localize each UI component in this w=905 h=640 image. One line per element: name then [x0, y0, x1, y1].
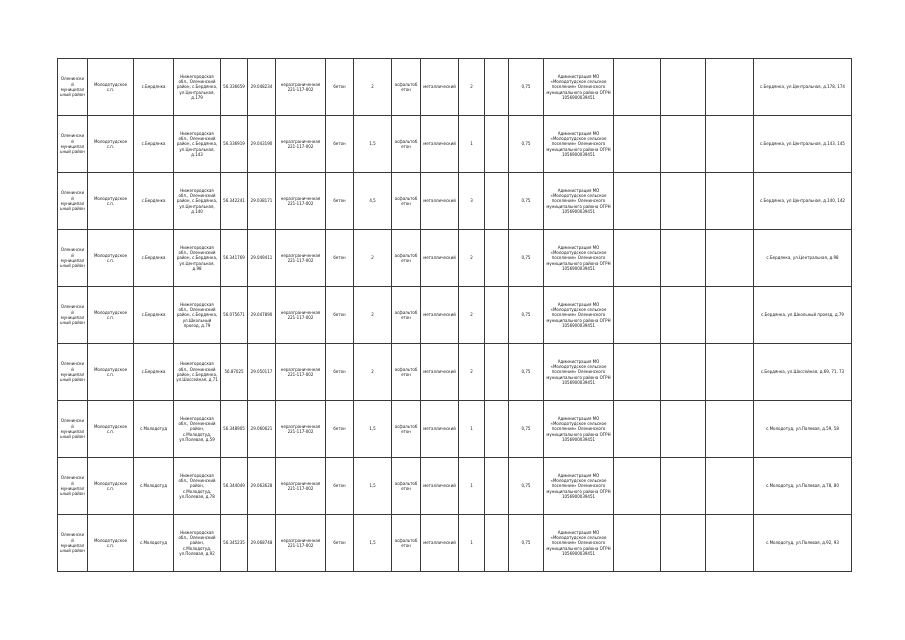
empty-cell	[485, 344, 509, 401]
district-cell: Оленинский муниципальный район	[58, 173, 88, 230]
address-cell: Нижегородская обл., Оленинский район, с.Молодотуд, ул.Полевая, д.59	[174, 401, 221, 458]
longitude-cell: 29.063628	[248, 458, 276, 515]
district-cell: Оленинский муниципальный район	[58, 59, 88, 116]
owner-cell: Администрация МО «Молодотудское сельское поселение» Оленинского муниципального района ОГРН 1056900039451	[544, 173, 614, 230]
longitude-cell: 29.049411	[248, 230, 276, 287]
empty-cell	[485, 287, 509, 344]
empty-cell	[706, 230, 754, 287]
latitude-cell: 56.341769	[221, 230, 248, 287]
waste-sources-cell: с.Бердянка, ул.Центральная, д.140, 142	[754, 173, 852, 230]
district-cell: Оленинский муниципальный район	[58, 458, 88, 515]
village-cell: с.Бердянка	[134, 287, 174, 344]
table-row	[58, 116, 852, 173]
longitude-cell: 29.060621	[248, 401, 276, 458]
village-cell: с.Бердянка	[134, 116, 174, 173]
table-row	[58, 401, 852, 458]
base-cell: асфальтобетон	[392, 230, 421, 287]
settlement-cell: Молодотудское с.п.	[88, 230, 134, 287]
fence-cell: металлический	[421, 401, 459, 458]
container-volume-cell: 0,75	[509, 59, 544, 116]
empty-cell	[614, 287, 661, 344]
village-cell: с.Молодотуд	[134, 458, 174, 515]
owner-cell: Администрация МО «Молодотудское сельское поселение» Оленинского муниципального района ОГРН 1056900039451	[544, 401, 614, 458]
table-row	[58, 287, 852, 344]
waste-sites-table	[57, 58, 852, 572]
district-cell: Оленинский муниципальный район	[58, 116, 88, 173]
empty-cell	[661, 458, 706, 515]
base-cell: асфальтобетон	[392, 458, 421, 515]
village-cell: с.Бердянка	[134, 230, 174, 287]
cadastre-cell: неразграниченная 221-117-002	[276, 230, 326, 287]
table-row	[58, 458, 852, 515]
empty-cell	[485, 230, 509, 287]
empty-cell	[614, 344, 661, 401]
area-cell: 1,5	[354, 515, 392, 572]
base-cell: асфальтобетон	[392, 116, 421, 173]
fence-cell: металлический	[421, 59, 459, 116]
address-cell: Нижегородская обл., Оленинский район, с.Бердянка, ул.Шоссейная, д.71	[174, 344, 221, 401]
area-cell: 1,5	[354, 458, 392, 515]
waste-sources-cell: с.Молодотуд, ул.Полевая, д.78, 80	[754, 458, 852, 515]
district-cell: Оленинский муниципальный район	[58, 230, 88, 287]
container-count-cell: 2	[459, 230, 485, 287]
container-volume-cell: 0,75	[509, 287, 544, 344]
area-cell: 2	[354, 59, 392, 116]
container-count-cell: 1	[459, 458, 485, 515]
empty-cell	[485, 116, 509, 173]
fence-cell: металлический	[421, 458, 459, 515]
address-cell: Нижегородская обл., Оленинский район, с.Молодотуд, ул.Полевая, д.92	[174, 515, 221, 572]
surface-cell: бетон	[326, 287, 354, 344]
latitude-cell: 56.348905	[221, 401, 248, 458]
empty-cell	[661, 401, 706, 458]
address-cell: Нижегородская обл., Оленинский район, с.Бердянка, ул.Центральная, д.140	[174, 173, 221, 230]
address-cell: Нижегородская обл., Оленинский район, с.Молодотуд, ул.Полевая, д.78	[174, 458, 221, 515]
empty-cell	[614, 59, 661, 116]
latitude-cell: 56.87025	[221, 344, 248, 401]
surface-cell: бетон	[326, 515, 354, 572]
base-cell: асфальтобетон	[392, 344, 421, 401]
surface-cell: бетон	[326, 116, 354, 173]
longitude-cell: 29.048234	[248, 59, 276, 116]
surface-cell: бетон	[326, 173, 354, 230]
empty-cell	[614, 116, 661, 173]
cadastre-cell: неразграниченная 221-117-002	[276, 173, 326, 230]
empty-cell	[661, 173, 706, 230]
empty-cell	[485, 173, 509, 230]
container-volume-cell: 0,75	[509, 515, 544, 572]
table-row	[58, 344, 852, 401]
settlement-cell: Молодотудское с.п.	[88, 59, 134, 116]
waste-sources-cell: с.Бердянка, ул.Центральная, д.143, 145	[754, 116, 852, 173]
area-cell: 2	[354, 344, 392, 401]
empty-cell	[706, 116, 754, 173]
village-cell: с.Бердянка	[134, 173, 174, 230]
latitude-cell: 56.336919	[221, 116, 248, 173]
container-count-cell: 3	[459, 173, 485, 230]
container-volume-cell: 0,75	[509, 458, 544, 515]
district-cell: Оленинский муниципальный район	[58, 344, 88, 401]
empty-cell	[706, 515, 754, 572]
village-cell: с.Бердянка	[134, 344, 174, 401]
empty-cell	[614, 230, 661, 287]
settlement-cell: Молодотудское с.п.	[88, 287, 134, 344]
owner-cell: Администрация МО «Молодотудское сельское поселение» Оленинского муниципального района ОГРН 1056900039451	[544, 515, 614, 572]
cadastre-cell: неразграниченная 221-117-002	[276, 59, 326, 116]
base-cell: асфальтобетон	[392, 287, 421, 344]
owner-cell: Администрация МО «Молодотудское сельское поселение» Оленинского муниципального района ОГРН 1056900039451	[544, 287, 614, 344]
owner-cell: Администрация МО «Молодотудское сельское поселение» Оленинского муниципального района ОГРН 1056900039451	[544, 59, 614, 116]
cadastre-cell: неразграниченная 221-117-002	[276, 344, 326, 401]
area-cell: 1,5	[354, 116, 392, 173]
empty-cell	[706, 59, 754, 116]
longitude-cell: 29.043190	[248, 116, 276, 173]
empty-cell	[706, 401, 754, 458]
latitude-cell: 56.075671	[221, 287, 248, 344]
table-row	[58, 515, 852, 572]
owner-cell: Администрация МО «Молодотудское сельское поселение» Оленинского муниципального района ОГРН 1056900039451	[544, 230, 614, 287]
owner-cell: Администрация МО «Молодотудское сельское поселение» Оленинского муниципального района ОГРН 1056900039451	[544, 458, 614, 515]
container-count-cell: 2	[459, 287, 485, 344]
empty-cell	[661, 515, 706, 572]
latitude-cell: 56.336659	[221, 59, 248, 116]
cadastre-cell: неразграниченная 221-117-002	[276, 515, 326, 572]
address-cell: Нижегородская обл., Оленинский район, с.Бердянка, ул.Центральная, д.179	[174, 59, 221, 116]
base-cell: асфальтобетон	[392, 401, 421, 458]
waste-sources-cell: с.Бердянка, ул.Шоссейная, д.69, 71, 73	[754, 344, 852, 401]
waste-sources-cell: с.Бердянка, ул.Центральная, д.178, 174	[754, 59, 852, 116]
empty-cell	[706, 173, 754, 230]
address-cell: Нижегородская обл., Оленинский район, с.Бердянка, ул.Центральная, д.98	[174, 230, 221, 287]
empty-cell	[706, 344, 754, 401]
container-count-cell: 1	[459, 401, 485, 458]
container-volume-cell: 0,75	[509, 116, 544, 173]
longitude-cell: 29.068748	[248, 515, 276, 572]
table-body	[58, 59, 852, 572]
surface-cell: бетон	[326, 230, 354, 287]
latitude-cell: 56.345235	[221, 515, 248, 572]
empty-cell	[485, 515, 509, 572]
container-count-cell: 1	[459, 116, 485, 173]
cadastre-cell: неразграниченная 221-117-002	[276, 458, 326, 515]
empty-cell	[485, 401, 509, 458]
empty-cell	[485, 458, 509, 515]
cadastre-cell: неразграниченная 221-117-002	[276, 401, 326, 458]
settlement-cell: Молодотудское с.п.	[88, 116, 134, 173]
fence-cell: металлический	[421, 116, 459, 173]
waste-sources-cell: с.Бердянка, ул.Центральная, д.98	[754, 230, 852, 287]
fence-cell: металлический	[421, 230, 459, 287]
area-cell: 2	[354, 230, 392, 287]
waste-sources-cell: с.Молодотуд, ул.Полевая, д.59, 58	[754, 401, 852, 458]
latitude-cell: 56.342241	[221, 173, 248, 230]
cadastre-cell: неразграниченная 221-117-002	[276, 116, 326, 173]
area-cell: 2	[354, 287, 392, 344]
waste-sources-cell: с.Бердянка, ул.Школьный проезд, д.79	[754, 287, 852, 344]
address-cell: Нижегородская обл., Оленинский район, с.Бердянка, ул.Центральная, д.143	[174, 116, 221, 173]
owner-cell: Администрация МО «Молодотудское сельское поселение» Оленинского муниципального района ОГРН 1056900039451	[544, 344, 614, 401]
latitude-cell: 56.344049	[221, 458, 248, 515]
empty-cell	[706, 287, 754, 344]
settlement-cell: Молодотудское с.п.	[88, 515, 134, 572]
fence-cell: металлический	[421, 344, 459, 401]
village-cell: с.Бердянка	[134, 59, 174, 116]
base-cell: асфальтобетон	[392, 173, 421, 230]
longitude-cell: 29.047890	[248, 287, 276, 344]
district-cell: Оленинский муниципальный район	[58, 515, 88, 572]
area-cell: 4,5	[354, 173, 392, 230]
village-cell: с.Молодотуд	[134, 401, 174, 458]
settlement-cell: Молодотудское с.п.	[88, 344, 134, 401]
district-cell: Оленинский муниципальный район	[58, 401, 88, 458]
empty-cell	[661, 287, 706, 344]
area-cell: 1,5	[354, 401, 392, 458]
table-row	[58, 59, 852, 116]
fence-cell: металлический	[421, 515, 459, 572]
cadastre-cell: неразграниченная 221-117-002	[276, 287, 326, 344]
container-volume-cell: 0,75	[509, 230, 544, 287]
surface-cell: бетон	[326, 344, 354, 401]
container-count-cell: 1	[459, 515, 485, 572]
table-row	[58, 230, 852, 287]
surface-cell: бетон	[326, 458, 354, 515]
empty-cell	[661, 59, 706, 116]
container-volume-cell: 0,75	[509, 173, 544, 230]
empty-cell	[614, 458, 661, 515]
fence-cell: металлический	[421, 287, 459, 344]
empty-cell	[706, 458, 754, 515]
surface-cell: бетон	[326, 59, 354, 116]
address-cell: Нижегородская обл., Оленинский район, с.Бердянка, ул.Школьный проезд, д.79	[174, 287, 221, 344]
district-cell: Оленинский муниципальный район	[58, 287, 88, 344]
longitude-cell: 29.038171	[248, 173, 276, 230]
settlement-cell: Молодотудское с.п.	[88, 173, 134, 230]
empty-cell	[661, 230, 706, 287]
empty-cell	[614, 401, 661, 458]
container-count-cell: 2	[459, 344, 485, 401]
longitude-cell: 29.050117	[248, 344, 276, 401]
empty-cell	[485, 59, 509, 116]
empty-cell	[614, 515, 661, 572]
base-cell: асфальтобетон	[392, 515, 421, 572]
settlement-cell: Молодотудское с.п.	[88, 401, 134, 458]
container-volume-cell: 0,75	[509, 401, 544, 458]
fence-cell: металлический	[421, 173, 459, 230]
village-cell: с.Молодотуд	[134, 515, 174, 572]
empty-cell	[661, 344, 706, 401]
empty-cell	[661, 116, 706, 173]
base-cell: асфальтобетон	[392, 59, 421, 116]
owner-cell: Администрация МО «Молодотудское сельское поселение» Оленинского муниципального района ОГРН 1056900039451	[544, 116, 614, 173]
waste-sources-cell: с.Молодотуд, ул.Полевая, д.92, 93	[754, 515, 852, 572]
empty-cell	[614, 173, 661, 230]
settlement-cell: Молодотудское с.п.	[88, 458, 134, 515]
container-volume-cell: 0,75	[509, 344, 544, 401]
container-count-cell: 2	[459, 59, 485, 116]
surface-cell: бетон	[326, 401, 354, 458]
table-row	[58, 173, 852, 230]
